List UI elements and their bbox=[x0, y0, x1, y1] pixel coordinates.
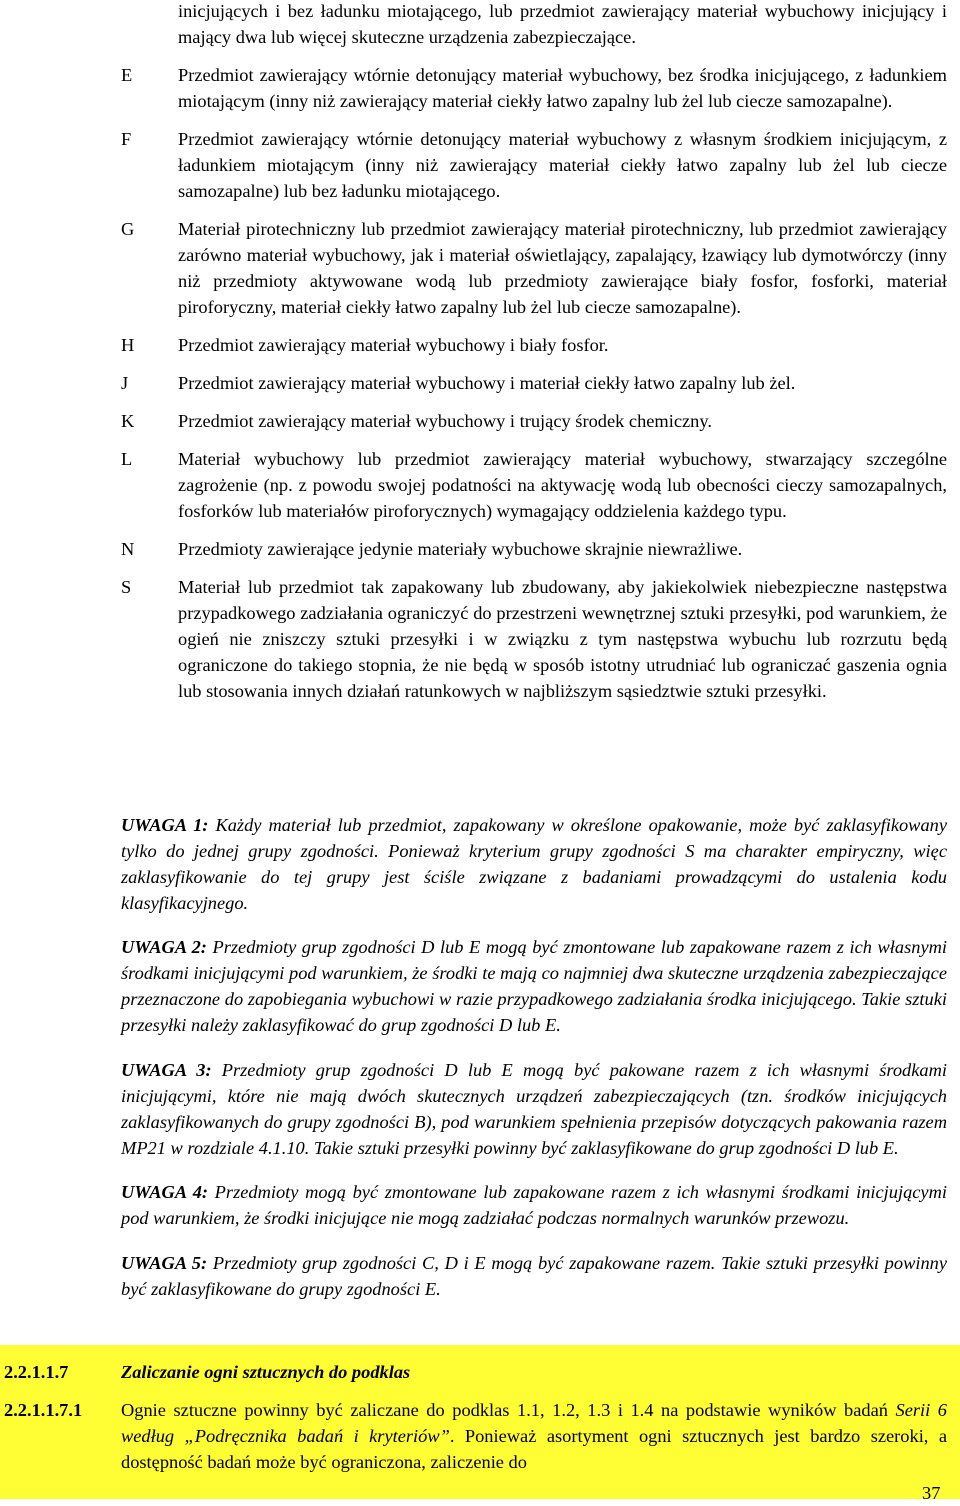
group-code: E bbox=[121, 65, 133, 85]
note-text: Przedmioty grup zgodności D lub E mogą być pakowane razem z ich własnymi środkami inicjującymi, które nie mają dwóch skutecznych urządzeń zabezpieczających (tzn. środków inicjujących zaklasyfikowanych do grupy zgodności B), pod warunkiem spełnienia przepisów dotyczących pakowania razem MP21 w rozdziale 4.1.10. Takie sztuki przesyłki powinny być zaklasyfikowane do grup zgodności D lub E. bbox=[121, 1059, 948, 1158]
group-code: S bbox=[121, 577, 132, 597]
compatibility-group-list bbox=[0, 0, 960, 716]
subsection-text-part2: . Ponieważ asortyment ogni sztucznych jest bardzo szeroki, a dostępność badań może być ograniczona, zaliczenie do bbox=[121, 1426, 947, 1472]
note-label: UWAGA 3: bbox=[121, 1059, 212, 1080]
note-2 bbox=[121, 934, 947, 1038]
group-code: N bbox=[121, 539, 135, 559]
note-text: Przedmioty grup zgodności C, D i E mogą być zapakowane razem. Takie sztuki przesyłki powinny być zaklasyfikowane do grupy zgodności E. bbox=[121, 1252, 948, 1299]
group-row-n bbox=[0, 536, 960, 562]
group-row-l bbox=[0, 446, 960, 524]
group-code: K bbox=[121, 411, 135, 431]
note-text: Przedmioty mogą być zmontowane lub zapakowane razem z ich własnymi środkami inicjującymi pod warunkiem, że środki inicjujące nie mogą zadziałać podczas normalnych warunków przewozu. bbox=[121, 1182, 947, 1229]
group-row-k bbox=[0, 408, 960, 434]
group-description: Przedmiot zawierający wtórnie detonujący materiał wybuchowy, bez środka inicjującego, z ładunkiem miotającym (inny niż zawierający materiał ciekły łatwo zapalny lub żel lub ciecze samozapalne). bbox=[178, 65, 947, 111]
note-text: Przedmioty grup zgodności D lub E mogą być zmontowane lub zapakowane razem z ich własnymi środkami inicjującymi pod warunkiem, że środki te mają co najmniej dwa skuteczne urządzenia zabezpieczające przeznaczone do zapobiegania wybuchowi w razie przypadkowego zadziałania środka inicjującego. Takie sztuki przesyłki należy zaklasyfikować do grup zgodności D lub E. bbox=[121, 937, 947, 1036]
note-4 bbox=[121, 1179, 947, 1231]
group-code: L bbox=[121, 449, 133, 469]
group-description: Przedmiot zawierający wtórnie detonujący materiał wybuchowy z własnym środkiem inicjującym, z ładunkiem miotającym (inny niż zawierający materiał ciekły łatwo zapalny lub żel lub ciecze samozapalne) lub bez ładunku miotającego. bbox=[178, 129, 947, 201]
group-description: Przedmiot zawierający materiał wybuchowy i biały fosfor. bbox=[178, 335, 609, 355]
group-description: Przedmiot zawierający materiał wybuchowy i trujący środek chemiczny. bbox=[178, 411, 712, 431]
group-row-e bbox=[0, 62, 960, 114]
note-5 bbox=[121, 1250, 947, 1302]
subsection-text bbox=[121, 1397, 947, 1475]
group-code: F bbox=[121, 129, 132, 149]
page-number: 37 bbox=[922, 1483, 941, 1503]
note-label: UWAGA 5: bbox=[121, 1252, 208, 1273]
group-description: Materiał lub przedmiot tak zapakowany lub zbudowany, aby jakiekolwiek niebezpieczne następstwa przypadkowego zadziałania ograniczyć do przestrzeni wewnętrznej sztuki przesyłki, pod warunkiem, że ogień nie zniszczy sztuki przesyłki i w związku z tym następstwa wybuchu lub rozrzutu będą ograniczone do takiego stopnia, że nie będą w sposób istotny utrudniać lub ograniczać gaszenia ognia lub stosowania innych działań ratunkowych w najbliższym sąsiedztwie sztuki przesyłki. bbox=[178, 577, 947, 701]
notes-section bbox=[121, 812, 947, 1315]
note-label: UWAGA 1: bbox=[121, 815, 209, 835]
group-description: Przedmioty zawierające jedynie materiały wybuchowe skrajnie niewrażliwe. bbox=[178, 539, 743, 559]
note-label: UWAGA 2: bbox=[121, 937, 207, 958]
section-number: 2.2.1.1.7 bbox=[4, 1362, 69, 1382]
group-description: Przedmiot zawierający materiał wybuchowy i materiał ciekły łatwo zapalny lub żel. bbox=[178, 373, 796, 393]
subsection-text-italic: Serii 6 według „Podręcznika badań i kryteriów” bbox=[121, 1400, 947, 1446]
group-code: G bbox=[121, 219, 135, 239]
group-row-continuation bbox=[0, 0, 960, 50]
group-description: inicjujących i bez ładunku miotającego, lub przedmiot zawierający materiał wybuchowy inicjujący i mający dwa lub więcej skuteczne urządzenia zabezpieczające. bbox=[178, 1, 947, 47]
note-1 bbox=[121, 812, 947, 916]
group-description: Materiał pirotechniczny lub przedmiot zawierający materiał pirotechniczny, lub przedmiot zawierający zarówno materiał wybuchowy, jak i materiał oświetlający, zapalający, łzawiący lub dymotwórczy (inny niż przedmioty aktywowane wodą lub przedmioty zawierające biały fosfor, fosforki, materiał piroforyczny, materiał ciekły łatwo zapalny lub żel lub ciecze samozapalne). bbox=[178, 219, 947, 317]
subsection-text-part1: Ognie sztuczne powinny być zaliczane do podklas 1.1, 1.2, 1.3 i 1.4 na podstawie wyników badań bbox=[121, 1400, 896, 1420]
note-text: Każdy materiał lub przedmiot, zapakowany w określone opakowanie, może być zaklasyfikowany tylko do jednej grupy zgodności. Ponieważ kryterium grupy zgodności S ma charakter empiryczny, więc zaklasyfikowanie do tej grupy jest ściśle związane z badaniami prowadzącymi do ustalenia kodu klasyfikacyjnego. bbox=[121, 815, 948, 913]
note-3 bbox=[121, 1057, 947, 1161]
group-row-h bbox=[0, 332, 960, 358]
group-row-j bbox=[0, 370, 960, 396]
group-code: J bbox=[121, 373, 129, 393]
group-row-s bbox=[0, 574, 960, 704]
group-description: Materiał wybuchowy lub przedmiot zawierający materiał wybuchowy, stwarzający szczególne zagrożenie (np. z powodu swojej podatności na aktywację wodą lub obecności cieczy samozapalnych, fosforków lub materiałów piroforycznych) wymagający oddzielenia każdego typu. bbox=[178, 449, 947, 521]
group-code: H bbox=[121, 335, 135, 355]
group-row-f bbox=[0, 126, 960, 204]
note-label: UWAGA 4: bbox=[121, 1182, 209, 1203]
section-title: Zaliczanie ogni sztucznych do podklas bbox=[121, 1362, 411, 1382]
subsection-number: 2.2.1.1.7.1 bbox=[4, 1400, 83, 1420]
group-row-g bbox=[0, 216, 960, 320]
